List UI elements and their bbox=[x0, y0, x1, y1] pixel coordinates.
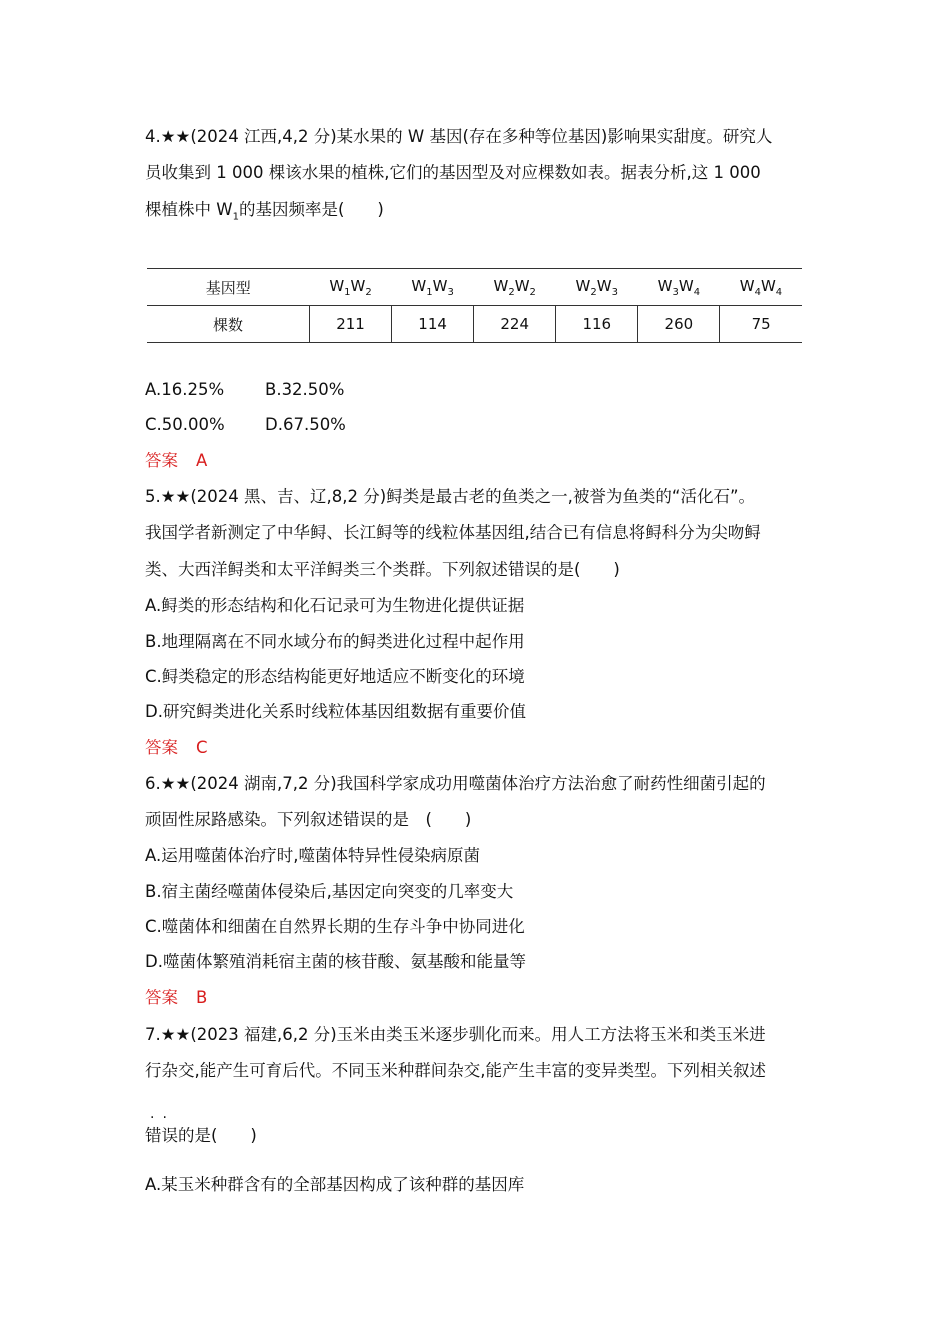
genotype-label: 基因型 bbox=[147, 269, 310, 306]
genotype-cell: $W_1W_3$ bbox=[392, 269, 474, 306]
q7-stem-line-1: 7.★★(2023 福建,6,2 分)玉米由类玉米逐步驯化而来。用人工方法将玉米和类玉米进 bbox=[145, 1025, 766, 1044]
count-cell: 75 bbox=[720, 306, 802, 343]
genotype-table bbox=[147, 268, 802, 343]
q5-answer: 答案 C bbox=[145, 738, 208, 757]
q5-stem-line-2: 我国学者新测定了中华鲟、长江鲟等的线粒体基因组,结合已有信息将鲟科分为尖吻鲟 bbox=[145, 523, 761, 542]
q6-stem-line-2: 顽固性尿路感染。下列叙述错误的是 ( ) bbox=[145, 810, 472, 829]
count-cell: 260 bbox=[638, 306, 720, 343]
count-label: 棵数 bbox=[147, 306, 310, 343]
genotype-cell: $W_2W_3$ bbox=[556, 269, 638, 306]
q6-option-b: B.宿主菌经噬菌体侵染后,基因定向突变的几率变大 bbox=[145, 882, 514, 901]
q4-option-c: C.50.00% bbox=[145, 415, 225, 434]
q4-stem-line-1: 4.★★(2024 江西,4,2 分)某水果的 W 基因(存在多种等位基因)影响果实甜度。研究人 bbox=[145, 127, 773, 146]
q4-option-a: A.16.25% bbox=[145, 380, 225, 399]
q6-option-c: C.噬菌体和细菌在自然界长期的生存斗争中协同进化 bbox=[145, 917, 525, 936]
q7-option-a: A.某玉米种群含有的全部基因构成了该种群的基因库 bbox=[145, 1175, 525, 1194]
genotype-header-row bbox=[147, 269, 802, 306]
q6-answer: 答案 B bbox=[145, 988, 208, 1007]
q7-stem-line-3: 错误的是( ) bbox=[145, 1126, 257, 1145]
q4-options-row-2 bbox=[145, 414, 346, 436]
q5-stem-line-1: 5.★★(2024 黑、吉、辽,8,2 分)鲟类是最古老的鱼类之一,被誉为鱼类的“活化石”。 bbox=[145, 487, 756, 506]
genotype-cell: $W_4W_4$ bbox=[720, 269, 802, 306]
q4-stem-line-3: 棵植株中 $W_1$的基因频率是( ) bbox=[145, 200, 384, 223]
q5-option-d: D.研究鲟类进化关系时线粒体基因组数据有重要价值 bbox=[145, 702, 526, 721]
emphasis-dots: ·· bbox=[150, 1110, 175, 1126]
q4-answer: 答案 A bbox=[145, 451, 208, 470]
genotype-cell: $W_1W_2$ bbox=[310, 269, 392, 306]
genotype-cell: $W_3W_4$ bbox=[638, 269, 720, 306]
q7-stem-line-2: 行杂交,能产生可育后代。不同玉米种群间杂交,能产生丰富的变异类型。下列相关叙述 bbox=[145, 1061, 766, 1080]
q4-option-b: B.32.50% bbox=[265, 380, 345, 399]
q5-stem-line-3: 类、大西洋鲟类和太平洋鲟类三个类群。下列叙述错误的是( ) bbox=[145, 560, 620, 579]
q4-option-d: D.67.50% bbox=[265, 415, 346, 434]
count-cell: 114 bbox=[392, 306, 474, 343]
count-cell: 224 bbox=[474, 306, 556, 343]
count-row bbox=[147, 306, 802, 343]
q5-option-c: C.鲟类稳定的形态结构能更好地适应不断变化的环境 bbox=[145, 667, 525, 686]
q5-option-a: A.鲟类的形态结构和化石记录可为生物进化提供证据 bbox=[145, 596, 525, 615]
q5-option-b: B.地理隔离在不同水域分布的鲟类进化过程中起作用 bbox=[145, 632, 525, 651]
count-cell: 116 bbox=[556, 306, 638, 343]
q6-stem-line-1: 6.★★(2024 湖南,7,2 分)我国科学家成功用噬菌体治疗方法治愈了耐药性细菌引起的 bbox=[145, 774, 766, 793]
q6-option-a: A.运用噬菌体治疗时,噬菌体特异性侵染病原菌 bbox=[145, 846, 480, 865]
q4-options-row-1 bbox=[145, 379, 344, 401]
count-cell: 211 bbox=[310, 306, 392, 343]
q4-stem-line-2: 员收集到 1 000 棵该水果的植株,它们的基因型及对应棵数如表。据表分析,这 1 000 bbox=[145, 163, 761, 182]
genotype-cell: $W_2W_2$ bbox=[474, 269, 556, 306]
q6-option-d: D.噬菌体繁殖消耗宿主菌的核苷酸、氨基酸和能量等 bbox=[145, 952, 526, 971]
